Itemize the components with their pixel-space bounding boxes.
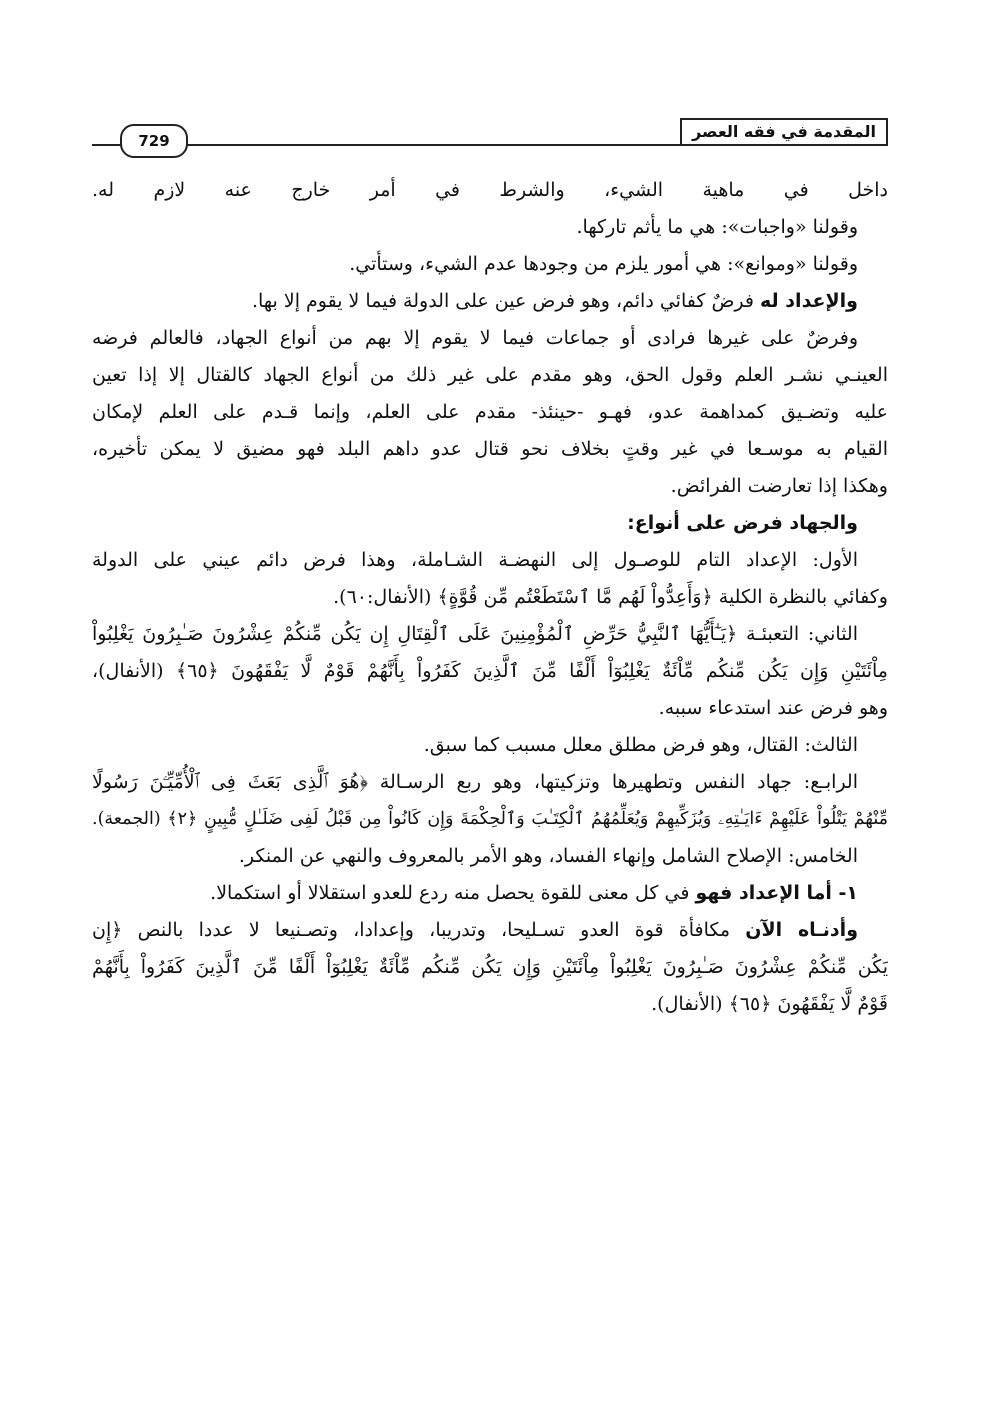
- text-line-18: مِّنْهُمْ يَتْلُواْ عَلَيْهِمْ ءَايَـٰتِهِۦ وَيُزَكِّيهِمْ وَيُعَلِّمُهُمُ ٱلْكِتَـٰبَ وَٱلْحِكْمَةَ وَإِن كَانُواْ مِن قَبْلُ لَفِى ضَلَـٰلٍ مُّبِينٍ ﴿٢﴾ (الجمعة).: [92, 809, 888, 829]
- text-line-5: وفرضٌ على غيرها فرادى أو جماعات فيما لا يقوم إلا بهم من أنواع الجهاد، فالعالم فرضه: [92, 327, 858, 349]
- page-header: [92, 118, 888, 152]
- section-heading: والجهاد فرض على أنواع:: [627, 512, 858, 534]
- text-line-20: [92, 875, 888, 912]
- text-line-12: وكفائي بالنظرة الكلية ﴿وَأَعِدُّواْ لَهُم مَّا ٱسْتَطَعْتُم مِّن قُوَّةٍ﴾ (الأنفال:٦٠).: [333, 586, 888, 608]
- text-line-14: مِاْئَتَيْنِ وَإِن يَكُن مِّنكُم مِّاْئَةٌ يَغْلِبُوٓاْ أَلْفًا مِّنَ ٱلَّذِينَ كَفَرُواْ بِأَنَّهُمْ قَوْمٌ لَّا يَفْقَهُونَ ﴿٦٥﴾ (الأنفال)،: [92, 660, 888, 682]
- page-body: [92, 172, 888, 1023]
- bold-term: ١- أما الإعداد فهو: [695, 882, 858, 904]
- page-number: 729: [120, 124, 188, 158]
- text-line-21: [92, 912, 888, 949]
- text-line-9: وهكذا إذا تعارضت الفرائض.: [670, 475, 888, 497]
- text-line-17: الرابـع: جهاد النفس وتطهيرها وتزكيتها، وهو ربع الرسـالة ﴿هُوَ ٱلَّذِى بَعَثَ فِى ٱلْأُمِّيِّـۧنَ رَسُولًا: [92, 771, 858, 793]
- text-line-3: وقولنا «وموانع»: هي أمور يلزم من وجودها عدم الشيء، وستأتي.: [349, 253, 858, 275]
- text-line-19: الخامس: الإصلاح الشامل وإنهاء الفساد، وهو الأمر بالمعروف والنهي عن المنكر.: [238, 845, 858, 867]
- text-line-7: عليه وتضـيق كمداهمة عدو، فهـو -حينئذ- مقدم على العلم، وإنما قـدم على العلم لإمكان: [92, 401, 888, 423]
- text-line-13: الثاني: التعبئـة ﴿يَـٰٓأَيُّهَا ٱلنَّبِيُّ حَرِّضِ ٱلْمُؤْمِنِينَ عَلَى ٱلْقِتَالِ إِن يَكُن مِّنكُمْ عِشْرُونَ صَـٰبِرُونَ يَغْلِبُواْ: [92, 623, 858, 645]
- text-line-6: العينـي نشـر العلم وقول الحق، وهو مقدم على غير ذلك من أنواع الجهاد كالقتال إلا إذا تعين: [92, 364, 888, 386]
- text-line-22: يَكُن مِّنكُمْ عِشْرُونَ صَـٰبِرُونَ يَغْلِبُواْ مِاْئَتَيْنِ وَإِن يَكُن مِّنكُم مِّاْئَةٌ يَغْلِبُوٓاْ أَلْفًا مِّنَ ٱلَّذِينَ كَفَرُواْ بِأَنَّهُمْ: [92, 956, 888, 978]
- header-rule: [92, 144, 888, 146]
- text-line-8: القيام به موسـعا في غير وقتٍ بخلاف نحو قتال عدو داهم البلد فهو مضيق لا يمكن تأخيره،: [92, 438, 888, 460]
- text-line-2: وقولنا «واجبات»: هي ما يأثم تاركها.: [576, 216, 858, 238]
- text-line-1: داخل في ماهية الشيء، والشرط في أمر خارج عنه لازم له.: [92, 179, 888, 201]
- line-text: في كل معنى للقوة يحصل منه ردع للعدو استقلالا أو استكمالا.: [210, 882, 696, 904]
- bold-term: وأدنـاه الآن: [745, 919, 859, 941]
- text-line-11: الأول: الإعداد التام للوصـول إلى النهضـة الشـاملة، وهذا فرض دائم عيني على الدولة: [92, 549, 858, 571]
- text-line-4: [92, 283, 888, 320]
- text-line-10: [92, 505, 888, 542]
- line-text: مكافأة قوة العدو تسـليحا، وتدريبا، وإعدادا، وتصـنيعا لا عددا بالنص ﴿إِن: [92, 919, 746, 941]
- text-line-15: وهو فرض عند استدعاء سببه.: [658, 697, 888, 719]
- text-line-23: قَوْمٌ لَّا يَفْقَهُونَ ﴿٦٥﴾ (الأنفال).: [651, 993, 888, 1015]
- text-line-16: الثالث: القتال، وهو فرض مطلق معلل مسبب كما سبق.: [423, 734, 858, 756]
- bold-term: والإعداد له: [760, 290, 858, 312]
- line-text: فرضٌ كفائي دائم، وهو فرض عين على الدولة فيما لا يقوم إلا بها.: [251, 290, 761, 312]
- book-title: المقدمة في فقه العصر: [680, 118, 888, 144]
